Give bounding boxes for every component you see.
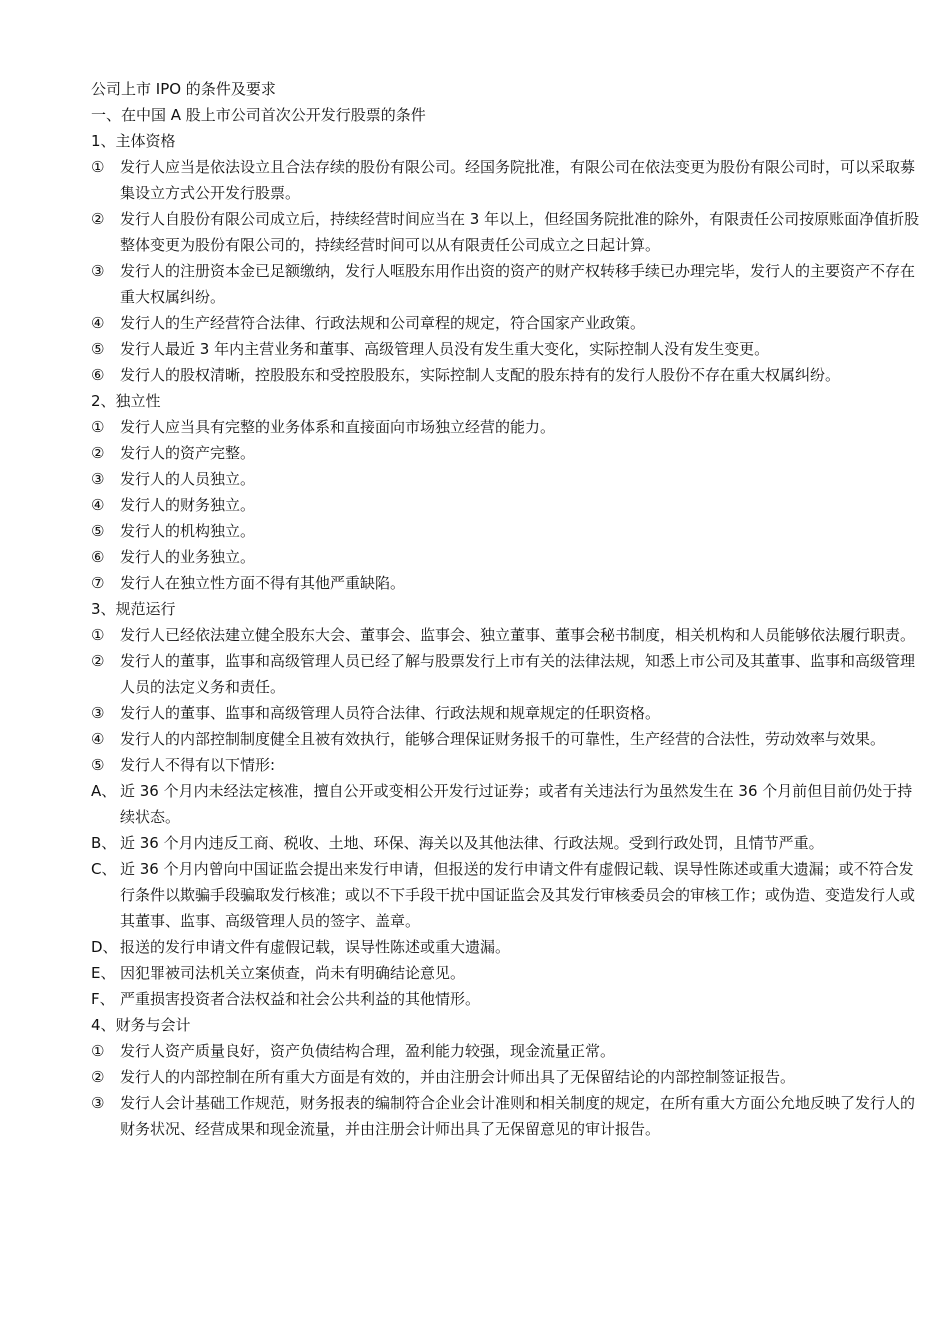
list-item-text: 发行人应当具有完整的业务体系和直接面向市场独立经营的能力。 xyxy=(120,418,556,436)
list-item-text: 发行人的注册资本金已足额缴纳，发行人哐股东用作出资的资产的财产权转移手续已办理完毕，发行人的主要资产不存在重大权属纠纷。 xyxy=(120,262,916,306)
list-item xyxy=(91,622,930,648)
list-item-marker: ⑥ xyxy=(91,548,105,566)
list-item-marker: ② xyxy=(91,652,105,670)
list-item xyxy=(91,518,930,544)
list-item-text: 发行人最近 3 年内主营业务和董事、高级管理人员没有发生重大变化，实际控制人没有发生变更。 xyxy=(120,340,770,358)
list-item xyxy=(91,414,930,440)
list-item xyxy=(91,934,930,960)
list-item xyxy=(91,206,930,258)
list-item-text: 发行人的股权清晰，控股股东和受控股股东，实际控制人支配的股东持有的发行人股份不存在重大权属纠纷。 xyxy=(120,366,841,384)
list-item-text: 近 36 个月内曾向中国证监会提出来发行申请，但报送的发行申请文件有虚假记载、误导性陈述或重大遗漏；或不符合发行条件以欺骗手段骗取发行核准；或以不下手段干扰中国证监会及其发行审核委员会的审核工作；或伪造、变造发行人或其董事、监事、高级管理人员的签字、盖章。 xyxy=(120,860,916,930)
list-item-marker: D、 xyxy=(91,938,118,956)
list-item-text: 发行人的董事，监事和高级管理人员已经了解与股票发行上市有关的法律法规，知悉上市公司及其董事、监事和高级管理人员的法定义务和责任。 xyxy=(120,652,916,696)
list-item xyxy=(91,1038,930,1064)
list-item-text: 发行人自股份有限公司成立后，持续经营时间应当在 3 年以上，但经国务院批准的除外，有限责任公司按原账面净值折股整体变更为股份有限公司的，持续经营时间可以从有限责任公司成立之日起计算。 xyxy=(120,210,920,254)
list-item-marker: ① xyxy=(91,1042,105,1060)
list-item xyxy=(91,1064,930,1090)
list-item-marker: ② xyxy=(91,444,105,462)
list-item xyxy=(91,960,930,986)
list-item-text: 发行人的机构独立。 xyxy=(120,522,256,540)
list-item xyxy=(91,544,930,570)
list-item-marker: ⑤ xyxy=(91,522,105,540)
list-item-text: 发行人应当是依法设立且合法存续的股份有限公司。经国务院批准，有限公司在依法变更为股份有限公司时，可以采取募集设立方式公开发行股票。 xyxy=(120,158,916,202)
list-item xyxy=(91,726,930,752)
list-item xyxy=(91,492,930,518)
list-item xyxy=(91,258,930,310)
list-item-marker: ⑥ xyxy=(91,366,105,384)
section-heading: 1、主体资格 xyxy=(91,132,176,150)
section-heading: 4、财务与会计 xyxy=(91,1016,191,1034)
list-item xyxy=(91,648,930,700)
list-item-marker: ③ xyxy=(91,704,105,722)
list-item-marker: ④ xyxy=(91,314,105,332)
list-item xyxy=(91,310,930,336)
list-item-text: 发行人的董事、监事和高级管理人员符合法律、行政法规和规章规定的任职资格。 xyxy=(120,704,661,722)
list-item xyxy=(91,830,930,856)
list-item-text: 发行人在独立性方面不得有其他严重缺陷。 xyxy=(120,574,406,592)
list-item xyxy=(91,986,930,1012)
list-item-text: 报送的发行申请文件有虚假记载，误导性陈述或重大遗漏。 xyxy=(120,938,511,956)
list-item xyxy=(91,362,930,388)
list-item xyxy=(91,752,930,778)
list-item xyxy=(91,778,930,830)
list-item xyxy=(91,336,930,362)
list-item xyxy=(91,1090,930,1142)
list-item-text: 发行人的内部控制制度健全且被有效执行，能够合理保证财务报千的可靠性，生产经营的合法性，劳动效率与效果。 xyxy=(120,730,886,748)
section-heading: 3、规范运行 xyxy=(91,600,176,618)
list-item-text: 近 36 个月内未经法定核准，擅自公开或变相公开发行过证券；或者有关违法行为虽然发生在 36 个月前但目前仍处于持续状态。 xyxy=(120,782,913,826)
list-item-marker: ① xyxy=(91,626,105,644)
list-item-text: 严重损害投资者合法权益和社会公共利益的其他情形。 xyxy=(120,990,481,1008)
list-item-text: 发行人会计基础工作规范，财务报表的编制符合企业会计准则和相关制度的规定，在所有重大方面公允地反映了发行人的财务状况、经营成果和现金流量，并由注册会计师出具了无保留意见的审计报告。 xyxy=(120,1094,916,1138)
list-item-marker: ① xyxy=(91,158,105,176)
list-item-text: 发行人资产质量良好，资产负债结构合理，盈利能力较强，现金流量正常。 xyxy=(120,1042,616,1060)
list-item-marker: B、 xyxy=(91,834,117,852)
list-item-marker: ④ xyxy=(91,496,105,514)
list-item-marker: ⑤ xyxy=(91,340,105,358)
list-item-marker: E、 xyxy=(91,964,116,982)
sections-container xyxy=(91,128,930,1142)
list-item-text: 发行人的财务独立。 xyxy=(120,496,256,514)
list-item-marker: ③ xyxy=(91,262,105,280)
list-item-marker: ⑤ xyxy=(91,756,105,774)
list-item xyxy=(91,154,930,206)
main-heading: 一、在中国 A 股上市公司首次公开发行股票的条件 xyxy=(91,106,426,124)
list-item-marker: ① xyxy=(91,418,105,436)
list-item-text: 发行人的内部控制在所有重大方面是有效的，并由注册会计师出具了无保留结论的内部控制签证报告。 xyxy=(120,1068,796,1086)
section-heading: 2、独立性 xyxy=(91,392,161,410)
list-item xyxy=(91,440,930,466)
list-item-marker: A、 xyxy=(91,782,117,800)
list-item-text: 发行人已经依法建立健全股东大会、董事会、监事会、独立董事、董事会秘书制度，相关机构和人员能够依法履行职责。 xyxy=(120,626,916,644)
list-item-text: 发行人的业务独立。 xyxy=(120,548,256,566)
list-item-marker: ③ xyxy=(91,1094,105,1112)
list-item-marker: ② xyxy=(91,210,105,228)
list-item-marker: F、 xyxy=(91,990,115,1008)
list-item-text: 发行人的人员独立。 xyxy=(120,470,256,488)
list-item xyxy=(91,856,930,934)
list-item xyxy=(91,466,930,492)
list-item-text: 发行人不得有以下情形: xyxy=(120,756,276,774)
list-item xyxy=(91,570,930,596)
list-item-text: 近 36 个月内违反工商、税收、土地、环保、海关以及其他法律、行政法规。受到行政处罚，且情节严重。 xyxy=(120,834,824,852)
list-item-text: 发行人的生产经营符合法律、行政法规和公司章程的规定，符合国家产业政策。 xyxy=(120,314,646,332)
list-item xyxy=(91,700,930,726)
list-item-marker: ④ xyxy=(91,730,105,748)
list-item-text: 发行人的资产完整。 xyxy=(120,444,256,462)
document-title: 公司上市 IPO 的条件及要求 xyxy=(91,80,276,98)
list-item-marker: ③ xyxy=(91,470,105,488)
list-item-marker: ⑦ xyxy=(91,574,105,592)
list-item-marker: ② xyxy=(91,1068,105,1086)
list-item-marker: C、 xyxy=(91,860,117,878)
list-item-text: 因犯罪被司法机关立案侦查，尚未有明确结论意见。 xyxy=(120,964,466,982)
